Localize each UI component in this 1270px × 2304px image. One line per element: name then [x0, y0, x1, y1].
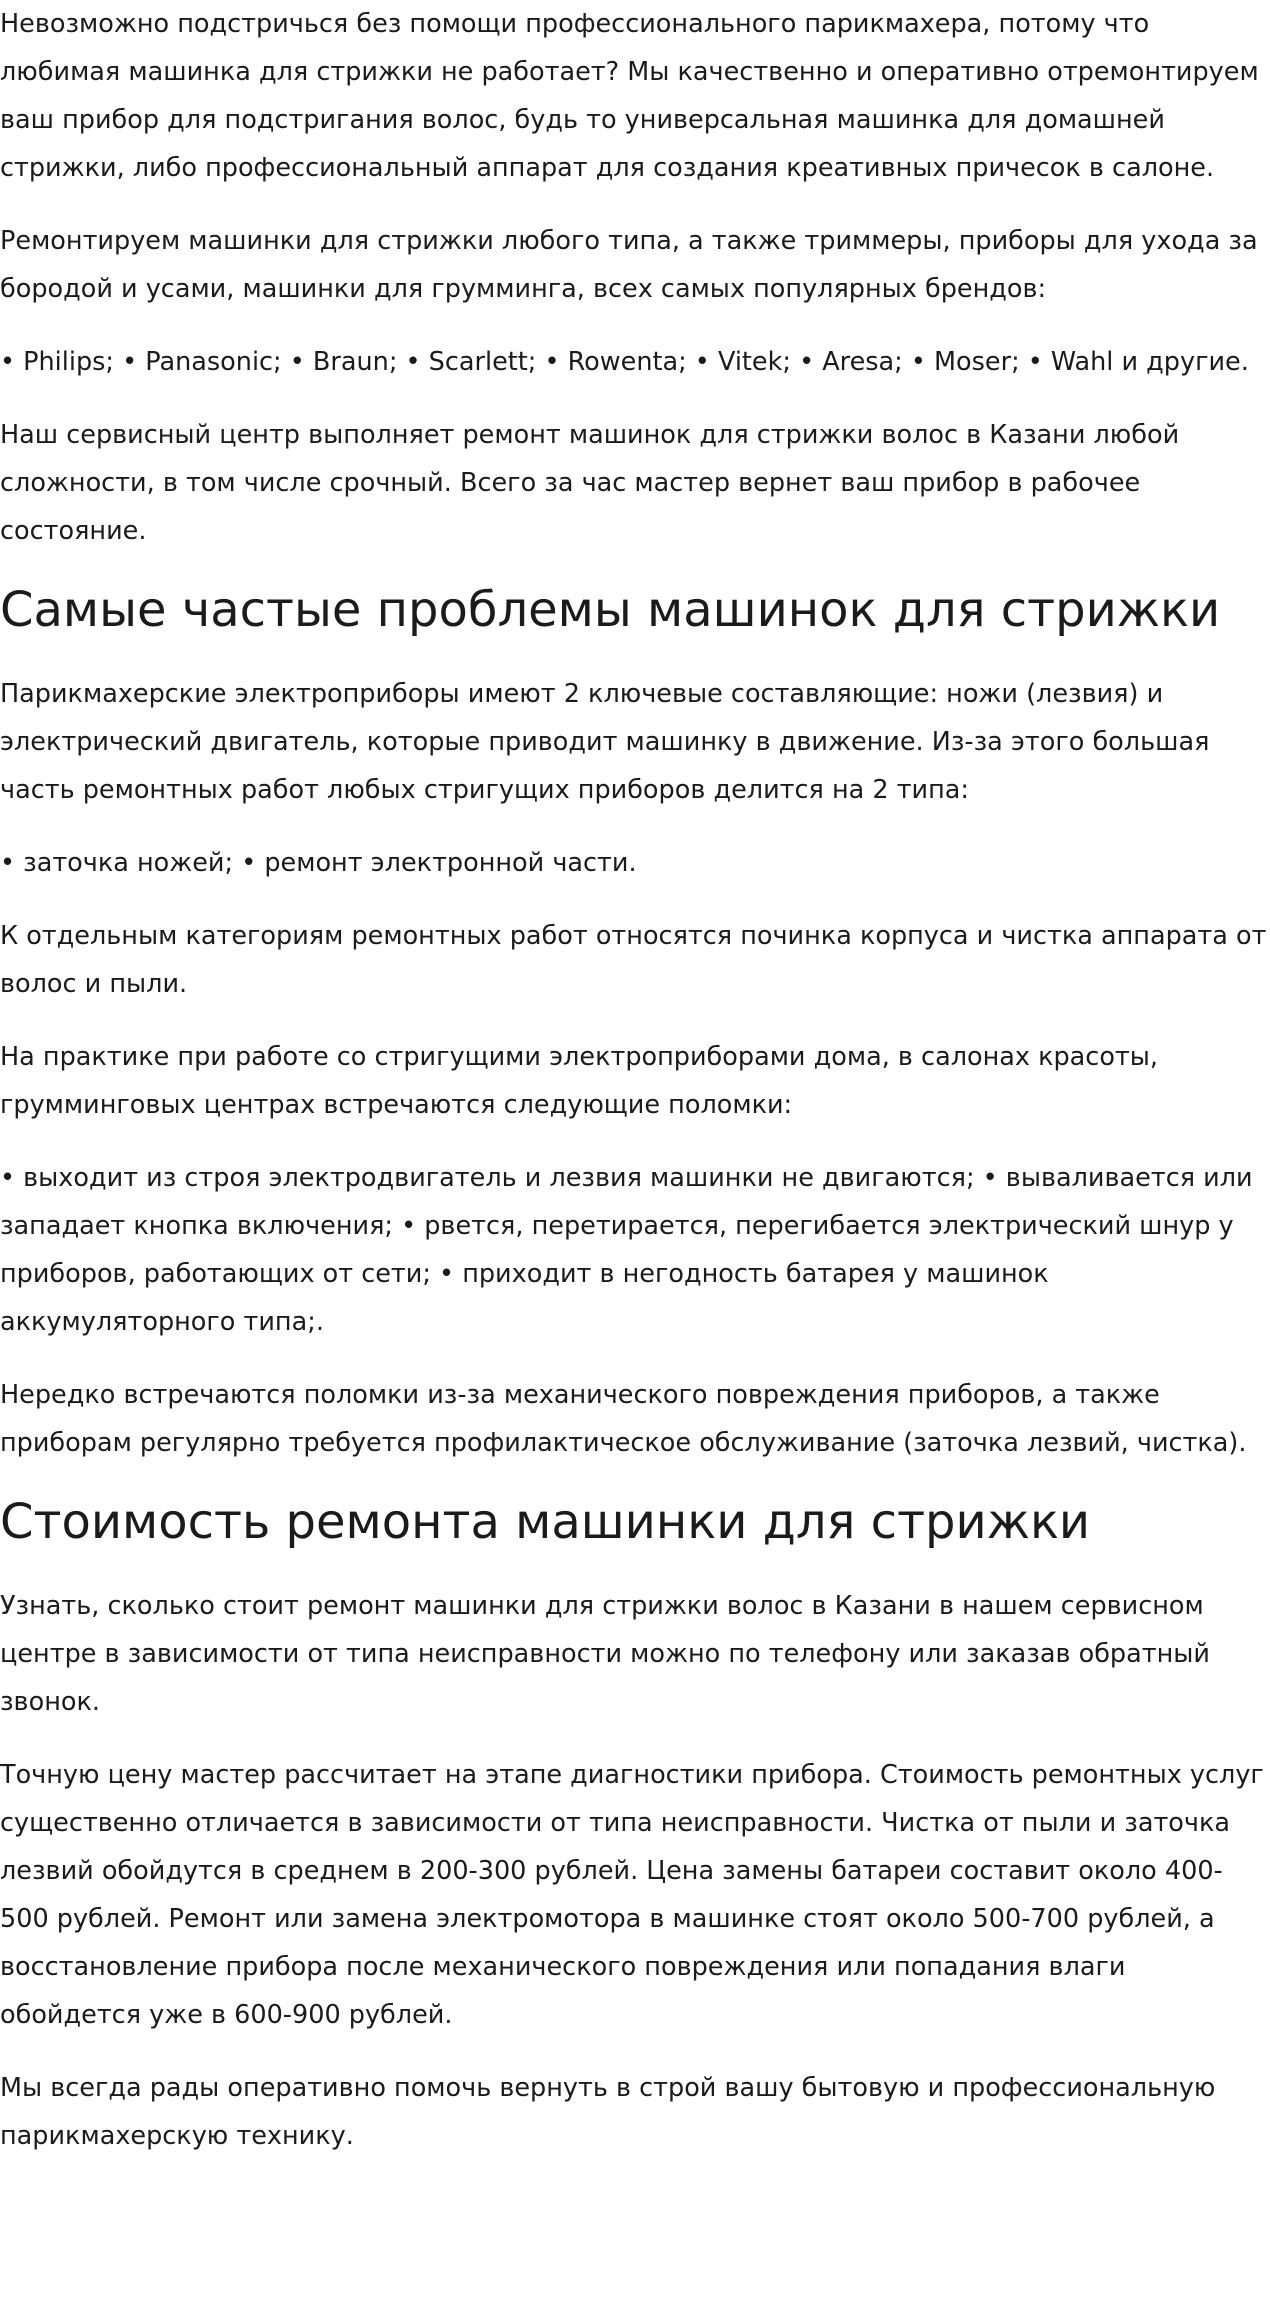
intro-paragraph-1: Невозможно подстричься без помощи профессионального парикмахера, потому что любимая машинка для стрижки не работает? Мы качественно и оперативно отремонтируем ваш прибор для подстригания волос, будь то универсальная машинка для домашней стрижки, либо профессиональный аппарат для создания креативных причесок в салоне.	[0, 9, 1259, 183]
problems-paragraph-3: На практике при работе со стригущими электроприборами дома, в салонах красоты, грумминговых центрах встречаются следующие поломки:	[0, 1042, 1159, 1120]
intro-paragraph-3: Наш сервисный центр выполняет ремонт машинок для стрижки волос в Казани любой сложности, в том числе срочный. Всего за час мастер вернет ваш прибор в рабочее состояние.	[0, 420, 1180, 546]
cost-paragraph-2: Точную цену мастер рассчитает на этапе диагностики прибора. Стоимость ремонтных услуг существенно отличается в зависимости от типа неисправности. Чистка от пыли и заточка лезвий обойдутся в среднем в 200-300 рублей. Цена замены батареи составит около 400-500 рублей. Ремонт или замена электромотора в машинке стоят около 500-700 рублей, а восстановление прибора после механического повреждения или попадания влаги обойдется уже в 600-900 рублей.	[0, 1760, 1264, 2030]
repair-types-list: • заточка ножей; • ремонт электронной части.	[0, 848, 637, 878]
problems-heading: Самые частые проблемы машинок для стрижки	[0, 582, 1221, 638]
cost-paragraph-1: Узнать, сколько стоит ремонт машинки для стрижки волос в Казани в нашем сервисном центре в зависимости от типа неисправности можно по телефону или заказав обратный звонок.	[0, 1591, 1210, 1717]
breakdowns-list: • выходит из строя электродвигатель и лезвия машинки не двигаются; • вываливается или западает кнопка включения; • рвется, перетирается, перегибается электрический шнур у приборов, работающих от сети; • приходит в негодность батарея у машинок аккумуляторного типа;.	[0, 1163, 1253, 1337]
cost-paragraph-3: Мы всегда рады оперативно помочь вернуть в строй вашу бытовую и профессиональную парикмахерскую технику.	[0, 2073, 1216, 2151]
problems-paragraph-4: Нередко встречаются поломки из-за механического повреждения приборов, а также приборам регулярно требуется профилактическое обслуживание (заточка лезвий, чистка).	[0, 1380, 1247, 1458]
cost-heading: Стоимость ремонта машинки для стрижки	[0, 1494, 1091, 1550]
problems-paragraph-1: Парикмахерские электроприборы имеют 2 ключевые составляющие: ножи (лезвия) и электрический двигатель, которые приводит машинку в движение. Из-за этого большая часть ремонтных работ любых стригущих приборов делится на 2 типа:	[0, 679, 1210, 805]
brands-list: • Philips; • Panasonic; • Braun; • Scarlett; • Rowenta; • Vitek; • Aresa; • Moser; • Wahl и другие.	[0, 347, 1249, 377]
intro-paragraph-2: Ремонтируем машинки для стрижки любого типа, а также триммеры, приборы для ухода за бородой и усами, машинки для грумминга, всех самых популярных брендов:	[0, 226, 1258, 304]
problems-paragraph-2: К отдельным категориям ремонтных работ относятся починка корпуса и чистка аппарата от волос и пыли.	[0, 921, 1267, 999]
